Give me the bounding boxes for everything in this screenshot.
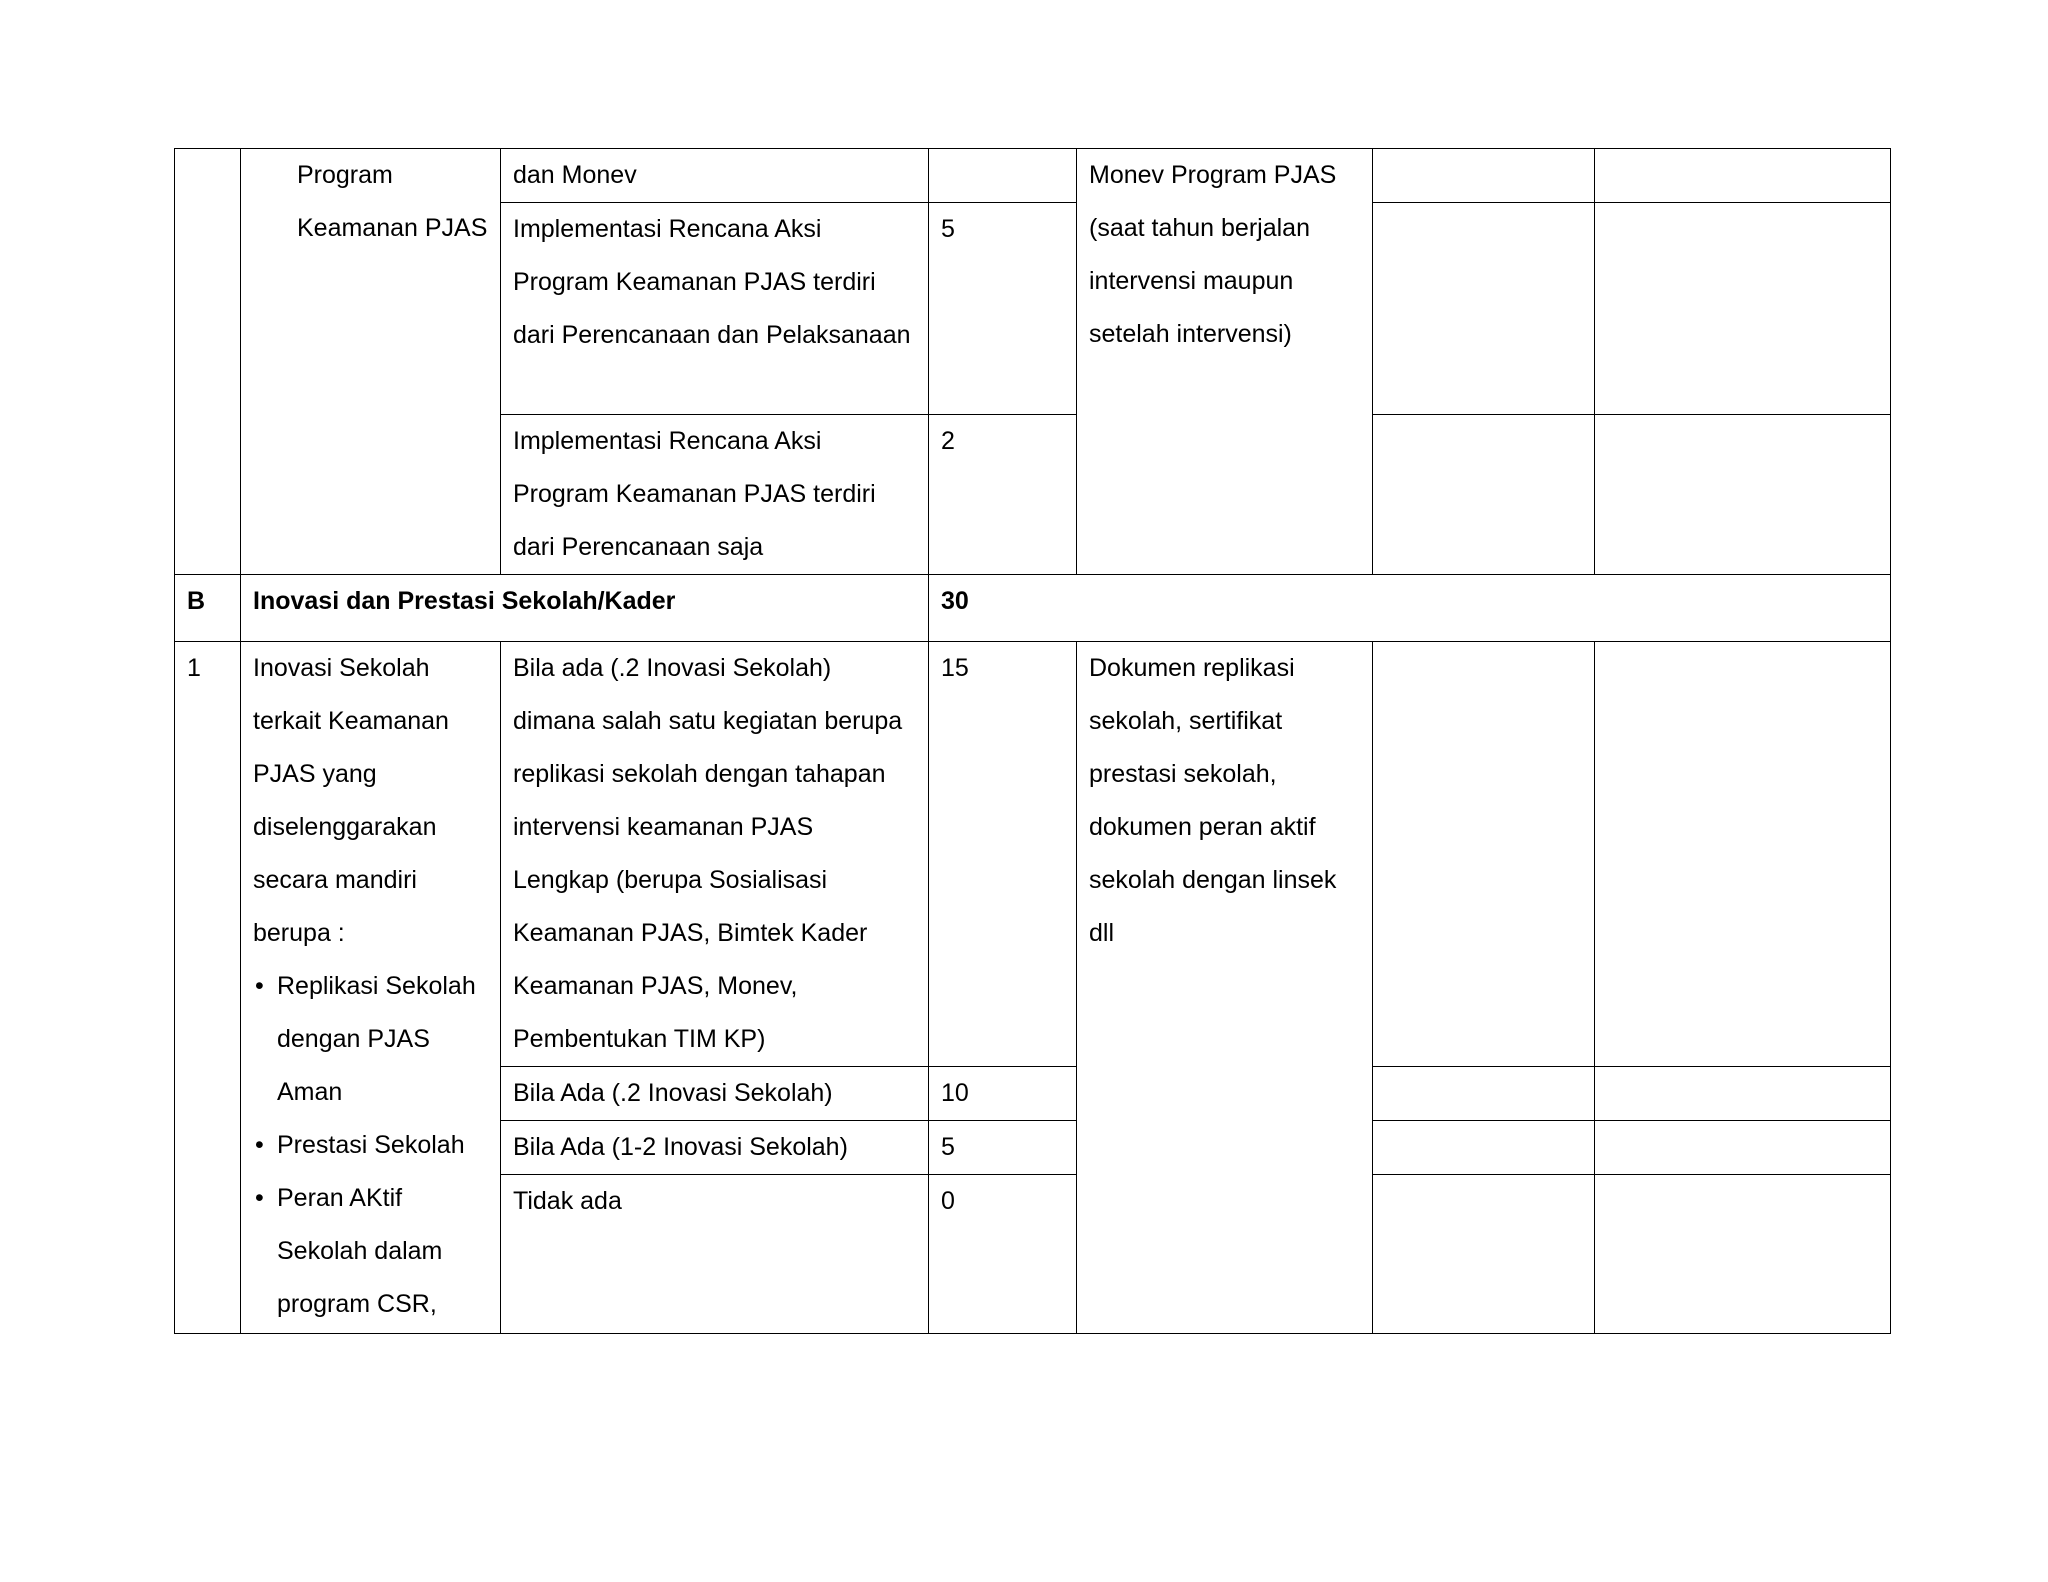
criteria-cell: Implementasi Rencana Aksi Program Keamanan PJAS terdiri dari Perencanaan dan Pelaksanaan bbox=[501, 203, 929, 415]
empty-cell bbox=[1373, 1121, 1595, 1175]
section-code: B bbox=[175, 575, 241, 642]
criteria-cell: Bila Ada (.2 Inovasi Sekolah) bbox=[501, 1067, 929, 1121]
evidence-cell: Dokumen replikasi sekolah, sertifikat prestasi sekolah, dokumen peran aktif sekolah dengan linsek dll bbox=[1077, 642, 1373, 1334]
empty-cell bbox=[1595, 415, 1891, 575]
score-cell: 5 bbox=[929, 203, 1077, 415]
score-cell: 10 bbox=[929, 1067, 1077, 1121]
criteria-cell: Tidak ada bbox=[501, 1175, 929, 1334]
empty-cell bbox=[1595, 642, 1891, 1067]
criteria-cell: Implementasi Rencana Aksi Program Keamanan PJAS terdiri dari Perencanaan saja bbox=[501, 415, 929, 575]
empty-cell bbox=[1373, 642, 1595, 1067]
evidence-cell: Monev Program PJAS (saat tahun berjalan intervensi maupun setelah intervensi) bbox=[1077, 149, 1373, 575]
section-header-row bbox=[175, 575, 1891, 642]
criteria-cell: Bila ada (.2 Inovasi Sekolah) dimana salah satu kegiatan berupa replikasi sekolah dengan tahapan intervensi keamanan PJAS Lengkap (berupa Sosialisasi Keamanan PJAS, Bimtek Kader Keamanan PJAS, Monev, Pembentukan TIM KP) bbox=[501, 642, 929, 1067]
list-item: • Prestasi Sekolah bbox=[253, 1119, 488, 1172]
program-cell bbox=[241, 149, 501, 575]
indicator-cell bbox=[241, 642, 501, 1334]
empty-cell bbox=[1595, 1067, 1891, 1121]
indicator-list bbox=[253, 960, 488, 1331]
program-label-line: Keamanan PJAS bbox=[297, 214, 488, 242]
score-cell: 5 bbox=[929, 1121, 1077, 1175]
empty-cell bbox=[1595, 203, 1891, 415]
criteria-cell: Bila Ada (1-2 Inovasi Sekolah) bbox=[501, 1121, 929, 1175]
indicator-intro: Inovasi Sekolah terkait Keamanan PJAS yang diselenggarakan secara mandiri berupa : bbox=[253, 654, 449, 947]
score-cell: 15 bbox=[929, 642, 1077, 1067]
score-cell bbox=[929, 149, 1077, 203]
empty-cell bbox=[1373, 1175, 1595, 1334]
empty-cell bbox=[1373, 203, 1595, 415]
section-title: Inovasi dan Prestasi Sekolah/Kader bbox=[241, 575, 929, 642]
criteria-cell: dan Monev bbox=[501, 149, 929, 203]
empty-cell bbox=[1595, 149, 1891, 203]
empty-cell bbox=[1595, 1175, 1891, 1334]
empty-cell bbox=[1373, 1067, 1595, 1121]
number-cell bbox=[175, 149, 241, 575]
empty-cell bbox=[1595, 1121, 1891, 1175]
number-cell: 1 bbox=[175, 642, 241, 1334]
list-item: • Replikasi Sekolah dengan PJAS Aman bbox=[253, 960, 488, 1119]
table-row bbox=[175, 642, 1891, 1067]
score-cell: 2 bbox=[929, 415, 1077, 575]
empty-cell bbox=[1373, 149, 1595, 203]
table-row bbox=[175, 149, 1891, 203]
score-cell: 0 bbox=[929, 1175, 1077, 1334]
list-item: • Peran AKtif Sekolah dalam program CSR, bbox=[253, 1172, 488, 1331]
section-total: 30 bbox=[929, 575, 1891, 642]
assessment-table bbox=[174, 148, 1891, 1334]
program-label-line: Program bbox=[297, 161, 393, 189]
empty-cell bbox=[1373, 415, 1595, 575]
